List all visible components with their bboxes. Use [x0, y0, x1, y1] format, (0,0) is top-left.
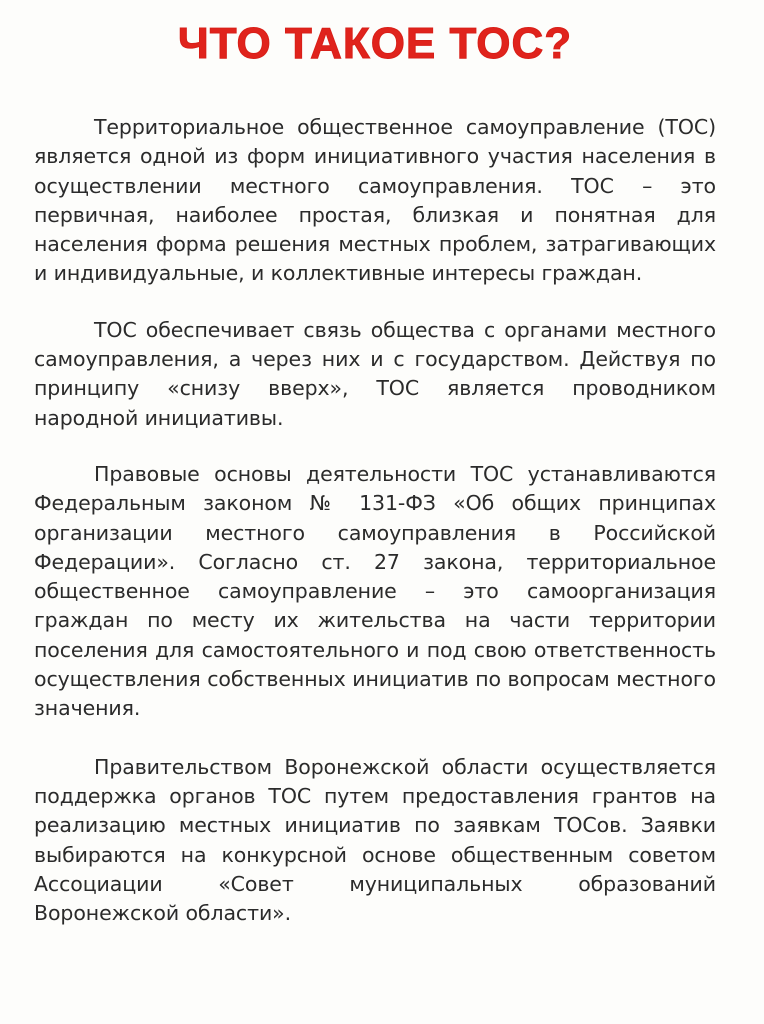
paragraph-tos-definition: Территориальное общественное самоуправление (ТОС) является одной из форм инициативного участия населения в осуществлении местного самоуправления. ТОС – это первичная, наиболее простая, близкая и понятная для населения форма решения местных проблем, затрагивающих и индивидуальные, и коллективные интересы граждан. — [34, 115, 716, 286]
document-body — [34, 113, 716, 928]
page-title: ЧТО ТАКОЕ ТОС? — [177, 19, 573, 68]
paragraph-legal-basis: Правовые основы деятельности ТОС устанавливаются Федеральным законом № 131-ФЗ «Об общих принципах организации местного самоуправления в Российской Федерации». Согласно ст. 27 закона, территориальное общественное самоуправление – это самоорганизация граждан по месту их жительства на части территории поселения для самостоятельного и под свою ответственность осуществления собственных инициатив по вопросам местного значения. — [34, 461, 716, 721]
paragraph-government-support: Правительством Воронежской области осуществляется поддержка органов ТОС путем предоставления грантов на реализацию местных инициатив по заявкам ТОСов. Заявки выбираются на конкурсной основе общественным советом Ассоциации «Совет муниципальных образований Воронежской области». — [34, 754, 716, 926]
paragraph-tos-role: ТОС обеспечивает связь общества с органами местного самоуправления, а через них и с государством. Действуя по принципу «снизу вверх», ТОС является проводником народной инициативы. — [34, 317, 716, 430]
